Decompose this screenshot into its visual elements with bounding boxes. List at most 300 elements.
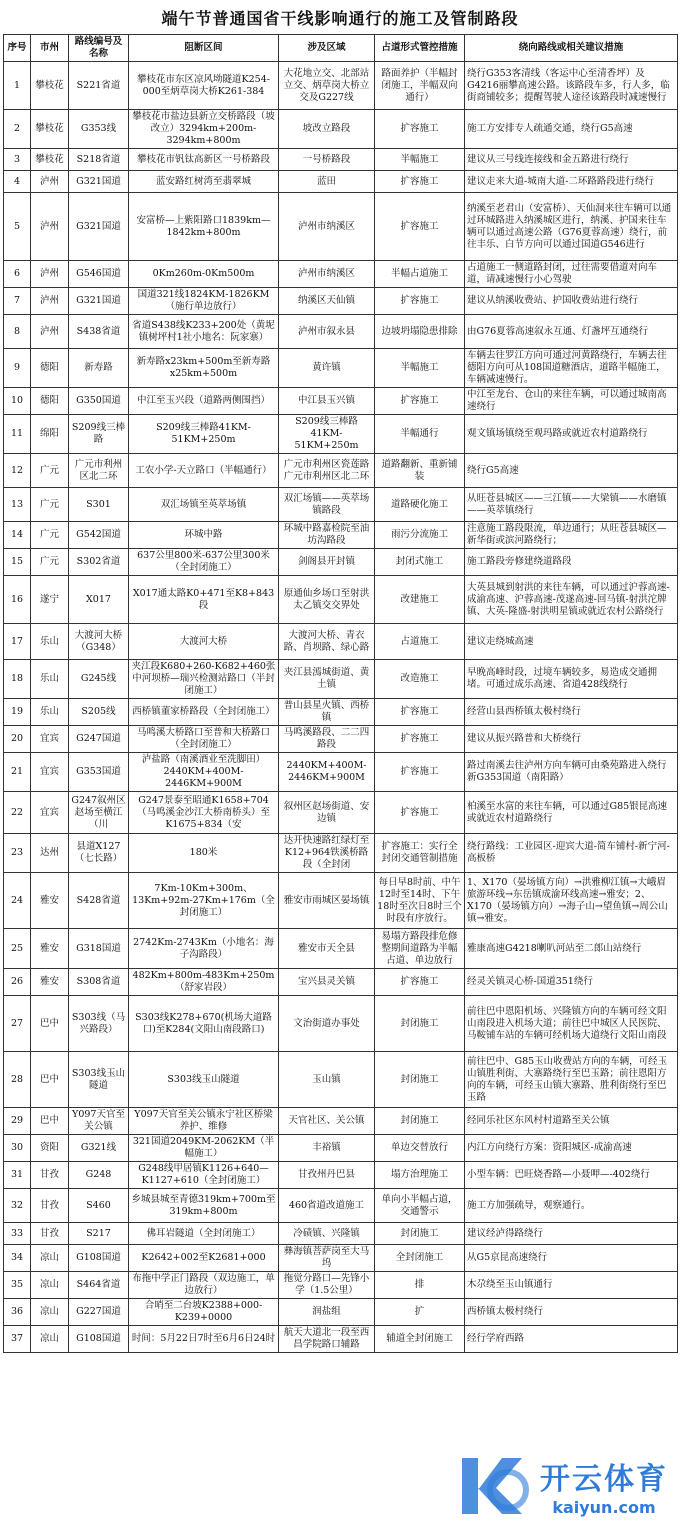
row-route: G321线 [69,1135,129,1162]
row-area: 玉山镇 [279,1052,375,1108]
row-control: 封闭施工 [375,1052,465,1108]
watermark-text [540,1454,668,1517]
row-section: 合哨至二台坡K2388+000-K239+0000 [129,1299,279,1326]
table-row [4,454,678,488]
header-section: 阻断区间 [129,35,279,62]
watermark-name: 开云体育 [540,1461,668,1497]
row-detour: 内江方向绕行方案：资阳城区-成渝高速 [465,1135,678,1162]
row-control: 扩容施工 [375,699,465,726]
row-route: S301 [69,488,129,522]
table-row [4,969,678,996]
row-index: 30 [4,1135,31,1162]
row-detour: 建议从三号线连接线和金五路进行绕行 [465,149,678,171]
row-control: 扩 [375,1299,465,1326]
row-section: 马鸣溪大桥路口至普和大桥路口（全封闭施工） [129,726,279,753]
row-route: 县道X127（七长路） [69,834,129,873]
row-route: X017 [69,576,129,624]
row-city: 宜宾 [31,726,69,753]
row-city: 泸州 [31,315,69,349]
row-section: G247景泰至昭通K1658+704（马鸣溪金沙江大桥南桥头）至K1675+834（安 [129,792,279,834]
row-city: 雅安 [31,929,69,969]
row-route: G353线 [69,110,129,149]
row-index: 16 [4,576,31,624]
table-row [4,488,678,522]
row-section: 工农小学-天立路口（半幅通行） [129,454,279,488]
row-route: G227国道 [69,1299,129,1326]
row-detour: 由G76夏蓉高速叙永互通、灯盏坪互通绕行 [465,315,678,349]
table-row [4,726,678,753]
row-index: 25 [4,929,31,969]
row-section: 攀枝花市盐边县新立交桥路段（坡改立）3294km+200m-3294km+800m [129,110,279,149]
row-index: 29 [4,1108,31,1135]
row-detour: 前往巴中恩阳机场、兴隆镇方向的车辆可经文阳山南段进入机场大道；前往巴中城区人民医院、马鞍铺车站的车辆可经机场大道绕行文阳山南段 [465,996,678,1052]
row-route: S303线玉山隧道 [69,1052,129,1108]
row-area: 宝兴县灵关镇 [279,969,375,996]
row-control: 易塌方路段排危修整期间道路为半幅占道、单边放行 [375,929,465,969]
row-control: 扩容施工 [375,388,465,415]
row-control: 封闭施工 [375,1108,465,1135]
row-area: 环城中路嘉检院至油坊沟路段 [279,522,375,549]
row-area: 文治街道办事处 [279,996,375,1052]
table-row [4,349,678,388]
table-body [4,62,678,1353]
row-area: 大渡河大桥、青衣路、肖坝路、绿心路 [279,624,375,660]
row-area: 拖觉分路口—先锋小学（1.5公里） [279,1272,375,1299]
row-control: 排 [375,1272,465,1299]
row-city: 德阳 [31,388,69,415]
row-section: K2642+002至K2681+000 [129,1245,279,1272]
row-control: 道路翻新、重新铺装 [375,454,465,488]
row-detour: 早晚高峰时段，过境车辆较多，易造成交通拥堵。可通过成乐高速、省道428线绕行 [465,660,678,699]
row-route: S303线（马兴路段） [69,996,129,1052]
row-area: 纳溪区天仙镇 [279,288,375,315]
row-city: 巴中 [31,1108,69,1135]
row-section: 安富桥—上紫阳路口1839km—1842km+800m [129,193,279,261]
row-index: 6 [4,261,31,288]
row-section: 大渡河大桥 [129,624,279,660]
row-city: 宜宾 [31,753,69,792]
row-section: G248线甲居镇K1126+640—K1127+610（全封闭施工） [129,1162,279,1189]
table-row [4,549,678,576]
row-index: 20 [4,726,31,753]
table-row [4,288,678,315]
row-route: S217 [69,1223,129,1245]
row-area: 叙州区赵场街道、安边镇 [279,792,375,834]
row-section: 0Km260m-0Km500m [129,261,279,288]
row-index: 7 [4,288,31,315]
row-index: 3 [4,149,31,171]
row-control: 半幅施工 [375,349,465,388]
row-route: S308省道 [69,969,129,996]
row-index: 22 [4,792,31,834]
row-control: 封闭式施工 [375,549,465,576]
table-row [4,1135,678,1162]
row-area: 广元市利州区瓷莲路广元市利州区北二环 [279,454,375,488]
row-route: S464省道 [69,1272,129,1299]
row-area: 460省道改道施工 [279,1189,375,1223]
row-city: 巴中 [31,1052,69,1108]
table-row [4,1162,678,1189]
row-detour: 经营山县西桥镇太极村绕行 [465,699,678,726]
row-city: 攀枝花 [31,110,69,149]
row-area: 马鸣溪路段、二二四路段 [279,726,375,753]
row-detour: 建议走来大道-城南大道-二环路路段进行绕行 [465,171,678,193]
row-section: 省道S438线K233+200处（黄坭镇树坪村1社小地名：阮家寨） [129,315,279,349]
row-area: 黄许镇 [279,349,375,388]
row-route: S205线 [69,699,129,726]
row-route: 广元市利州区北二环 [69,454,129,488]
row-index: 13 [4,488,31,522]
row-city: 凉山 [31,1245,69,1272]
row-index: 34 [4,1245,31,1272]
row-city: 巴中 [31,996,69,1052]
row-route: S428省道 [69,873,129,929]
row-control: 半幅通行 [375,415,465,454]
row-city: 凉山 [31,1272,69,1299]
header-route: 路线编号及名称 [69,35,129,62]
row-route: 新寿路 [69,349,129,388]
table-row [4,388,678,415]
row-control: 扩容施工：实行全封闭交通管制措施 [375,834,465,873]
row-area: 剑阁县开封镇 [279,549,375,576]
row-city: 乐山 [31,624,69,660]
row-area: 蓝田 [279,171,375,193]
row-index: 5 [4,193,31,261]
row-city: 广元 [31,488,69,522]
row-index: 19 [4,699,31,726]
table-row [4,753,678,792]
row-index: 14 [4,522,31,549]
row-city: 遂宁 [31,576,69,624]
header-index: 序号 [4,35,31,62]
row-index: 21 [4,753,31,792]
row-control: 改建施工 [375,576,465,624]
row-section: 637公里800米-637公里300米（全封闭施工） [129,549,279,576]
row-detour: 建议从纳溪收费站、护国收费站进行绕行 [465,288,678,315]
row-detour: 绕行G5高速 [465,454,678,488]
row-index: 4 [4,171,31,193]
row-area: 一号桥路段 [279,149,375,171]
page-title: 端午节普通国省干线影响通行的施工及管制路段 [161,8,519,28]
table-row [4,1108,678,1135]
row-index: 36 [4,1299,31,1326]
row-area: 达开快速路红绿灯至K12+964铁溪桥路段（全封闭 [279,834,375,873]
row-control: 扩容施工 [375,726,465,753]
row-area: 中江县玉兴镇 [279,388,375,415]
row-section: 布拖中学正门路段（双边施工，单边放行） [129,1272,279,1299]
row-city: 广元 [31,549,69,576]
row-control: 雨污分流施工 [375,522,465,549]
row-route: G321国道 [69,171,129,193]
row-index: 28 [4,1052,31,1108]
row-index: 26 [4,969,31,996]
table-row [4,193,678,261]
row-index: 24 [4,873,31,929]
row-city: 甘孜 [31,1223,69,1245]
row-city: 资阳 [31,1135,69,1162]
row-area: 彝海镇菩萨岗至大马坞 [279,1245,375,1272]
row-section: 西桥镇董家桥路段（全封闭施工） [129,699,279,726]
row-detour: 车辆去往罗江方向可通过河黄路绕行，车辆去往德阳方向可从108国道糖酒店，道路半幅施工，车辆减速慢行。 [465,349,678,388]
row-section: 180米 [129,834,279,873]
row-city: 乐山 [31,699,69,726]
row-detour: 建议从振兴路普和大桥绕行 [465,726,678,753]
row-detour: 大英县城到射洪的来往车辆，可以通过沪蓉高速-成渝高速、沪蓉高速-茂遂高速-回马镇-射洪沱牌镇、大英-隆盛-射洪明星镇或就近农村公路绕行 [465,576,678,624]
header-control: 占道形式管控措施 [375,35,465,62]
row-city: 绵阳 [31,415,69,454]
row-section: 蓝安路红树湾至翡翠城 [129,171,279,193]
row-city: 达州 [31,834,69,873]
row-control: 每日早8时前、中午12时至14时、下午18时至次日8时三个时段有序放行。 [375,873,465,929]
row-route: G108国道 [69,1245,129,1272]
row-control: 边坡坍塌隐患排除 [375,315,465,349]
row-city: 泸州 [31,193,69,261]
row-route: S221省道 [69,62,129,110]
row-detour: 观文镇场镇绕至观玛路或就近农村道路绕行 [465,415,678,454]
row-control: 道路硬化施工 [375,488,465,522]
row-detour: 建议经泸得路绕行 [465,1223,678,1245]
table-row [4,415,678,454]
row-detour: 中江至龙台、仓山的来往车辆，可以通过城南高速绕行 [465,388,678,415]
table-row [4,261,678,288]
row-route: G353国道 [69,753,129,792]
row-detour: 建议走绕城高速 [465,624,678,660]
row-control: 扩容施工 [375,171,465,193]
row-index: 33 [4,1223,31,1245]
row-detour: 1、X170（晏场镇方向）→洪雅柳江镇→大峨眉旅游环线→东岳镇成渝环线高速→雅安；2、X170（晏场镇方向）→海子山→望鱼镇→周公山镇→雅安。 [465,873,678,929]
row-section: 攀枝花市东区凉风坳隧道K254-000至炳草岗大桥K261-384 [129,62,279,110]
row-route: G350国道 [69,388,129,415]
row-route: S438省道 [69,315,129,349]
row-control: 路面养护（半幅封闭施工，半幅双向通行） [375,62,465,110]
row-detour: 纳溪至老君山（安富桥）、天仙洞来往车辆可以通过环城路进入纳溪城区进行，纳溪、护国来往车辆可以通过高速公路（G76夏蓉高速）绕行，前往丰乐、白节方向可以通过国道G546进行 [465,193,678,261]
row-area: 雅安市雨城区晏场镇 [279,873,375,929]
table-row [4,171,678,193]
row-area: 泸州市纳溪区 [279,193,375,261]
row-control: 封闭施工 [375,996,465,1052]
row-section: 7Km-10Km+300m、13Km+92m-27Km+176m（全封闭施工） [129,873,279,929]
row-section: 国道321线1824KM-1826KM（施行单边放行） [129,288,279,315]
row-index: 11 [4,415,31,454]
table-header-row [4,35,678,62]
row-index: 31 [4,1162,31,1189]
row-city: 雅安 [31,969,69,996]
row-detour: 路过南溪去往泸州方向车辆可由桑苑路进入绕行新G353国道（南阳路） [465,753,678,792]
row-city: 甘孜 [31,1189,69,1223]
row-index: 2 [4,110,31,149]
table-row [4,1299,678,1326]
row-control: 扩容施工 [375,110,465,149]
row-control: 辅道全封闭施工 [375,1326,465,1353]
row-detour: 从旺苍县城区——三江镇——大梁镇——水磨镇——英萃镇绕行 [465,488,678,522]
row-detour: 经同乐社区东风村村道路至关公镇 [465,1108,678,1135]
row-area: 原通仙乡场口至射洪太乙镇交交界处 [279,576,375,624]
row-section: 2742Km-2743Km（小地名：海子沟路段） [129,929,279,969]
row-index: 17 [4,624,31,660]
row-detour: 木尕绕至玉山镇通行 [465,1272,678,1299]
row-area: 润盐组 [279,1299,375,1326]
row-control: 单边交替放行 [375,1135,465,1162]
row-area: 航天大道北一段至西昌学院路口辅路 [279,1326,375,1353]
header-city: 市州 [31,35,69,62]
row-area: 丰裕镇 [279,1135,375,1162]
row-detour: 施工方安排专人疏通交通，绕行G5高速 [465,110,678,149]
watermark-url: kaiyun.com [552,1497,656,1517]
row-area: 2440KM+400M-2446KM+900M [279,753,375,792]
row-index: 9 [4,349,31,388]
row-detour: 雅康高速G4218喇叭河站至二郎山站绕行 [465,929,678,969]
row-city: 广元 [31,522,69,549]
row-section: 482Km+800m-483Km+250m（舒家岩段） [129,969,279,996]
row-section: S209线三棒路41KM-51KM+250m [129,415,279,454]
table-row [4,792,678,834]
row-route: G247国道 [69,726,129,753]
row-area: 甘孜州丹巴县 [279,1162,375,1189]
row-index: 23 [4,834,31,873]
row-detour: 占道施工一侧道路封闭，过往需要借道对向车道，请减速慢行小心驾驶 [465,261,678,288]
row-detour: 经灵关镇灵心桥-国道351绕行 [465,969,678,996]
row-control: 扩容施工 [375,792,465,834]
row-section: 双汇场镇至英萃场镇 [129,488,279,522]
row-city: 雅安 [31,873,69,929]
row-section: 时间：5月22日7时至6月6日24时 [129,1326,279,1353]
row-detour: 注意施工路段限流，单边通行；从旺苍县城区—新华街或滨河路绕行； [465,522,678,549]
row-section: 中江至玉兴段（道路两侧围挡） [129,388,279,415]
row-city: 乐山 [31,660,69,699]
table-row [4,624,678,660]
row-index: 15 [4,549,31,576]
row-section: S303线玉山隧道 [129,1052,279,1108]
row-control: 塌方治理施工 [375,1162,465,1189]
row-area: 双汇场镇——英萃场镇路段 [279,488,375,522]
table-row [4,996,678,1052]
row-route: S302省道 [69,549,129,576]
row-section: 321国道2049KM-2062KM（半幅施工） [129,1135,279,1162]
row-city: 凉山 [31,1326,69,1353]
row-city: 甘孜 [31,1162,69,1189]
row-city: 泸州 [31,261,69,288]
row-detour: 经行学府西路 [465,1326,678,1353]
row-control: 半幅施工 [375,149,465,171]
row-route: G318国道 [69,929,129,969]
watermark [452,1450,668,1520]
row-city: 攀枝花 [31,62,69,110]
table-row [4,62,678,110]
row-area: 天官社区、关公镇 [279,1108,375,1135]
row-route: G248 [69,1162,129,1189]
table-row [4,1272,678,1299]
row-control: 单向小半幅占道，交通警示 [375,1189,465,1223]
row-section: 环城中路 [129,522,279,549]
row-index: 8 [4,315,31,349]
row-section: 佛耳岩隧道（全封闭施工） [129,1223,279,1245]
table-row [4,110,678,149]
table-row [4,522,678,549]
row-control: 扩容施工 [375,753,465,792]
row-detour: 前往巴中、G85玉山收费站方向的车辆，可经玉山镇胜利街、大寨路绕行至巴玉路；前往恩阳方向的车辆，可经玉山镇大寨路、胜利街绕行至巴玉路 [465,1052,678,1108]
row-route: G542国道 [69,522,129,549]
row-route: S460 [69,1189,129,1223]
row-route: Y097天官至关公镇 [69,1108,129,1135]
row-detour: 小型车辆：巴旺烧香路—小聂呷—-402绕行 [465,1162,678,1189]
table-row [4,929,678,969]
row-city: 泸州 [31,288,69,315]
row-detour: 柏溪至水富的来往车辆，可以通过G85银昆高速或就近农村道路绕行 [465,792,678,834]
row-control: 封闭施工 [375,1223,465,1245]
row-route: S218省道 [69,149,129,171]
table-row [4,1223,678,1245]
row-index: 27 [4,996,31,1052]
row-area: 普山县星火镇、西桥镇 [279,699,375,726]
row-route: 大渡河大桥（G348） [69,624,129,660]
table-row [4,1326,678,1353]
row-route: G546国道 [69,261,129,288]
row-area: S209线三棒路41KM-51KM+250m [279,415,375,454]
kaiyun-logo-icon [452,1450,532,1520]
row-area: 大花地立交、北部站立交、炳草岗大桥立交及G227线 [279,62,375,110]
construction-table [3,34,678,1353]
table-row [4,699,678,726]
row-section: Y097天官至关公镇永宁社区桥梁养护、维修 [129,1108,279,1135]
row-area: 夹江县漹城街道、黄土镇 [279,660,375,699]
row-route: G321国道 [69,193,129,261]
table-row [4,834,678,873]
row-detour: 从G5京昆高速绕行 [465,1245,678,1272]
table-row [4,315,678,349]
row-route: G321国道 [69,288,129,315]
row-detour: 绕行路线：工业园区-迎宾大道-简车铺村-新宁河-高板桥 [465,834,678,873]
row-control: 改造施工 [375,660,465,699]
row-city: 攀枝花 [31,149,69,171]
row-section: S303线K278+670(机场大道路口)至K284(文阳山南段路口) [129,996,279,1052]
row-route: S209线三棒路 [69,415,129,454]
row-index: 10 [4,388,31,415]
row-city: 宜宾 [31,792,69,834]
row-area: 泸州市叙永县 [279,315,375,349]
row-section: 乡城县城至青德319km+700m至319km+800m [129,1189,279,1223]
row-detour: 绕行G353客清线（客运中心至清香坪）及G4216丽攀高速公路。该路段车多，行人多，临街商铺较多；提醒驾驶人途径该路段时减速慢行 [465,62,678,110]
table-row [4,1245,678,1272]
row-section: 夹江段K680+260-K682+460张中河坝桥—瑞兴检测站路口（半封闭施工） [129,660,279,699]
row-city: 泸州 [31,171,69,193]
table-row [4,149,678,171]
row-index: 18 [4,660,31,699]
row-index: 32 [4,1189,31,1223]
table-row [4,576,678,624]
row-control: 全封闭施工 [375,1245,465,1272]
table-row [4,873,678,929]
row-area: 泸州市纳溪区 [279,261,375,288]
row-city: 凉山 [31,1299,69,1326]
row-control: 占道施工 [375,624,465,660]
table-row [4,1189,678,1223]
header-detour: 绕向路线或相关建议措施 [465,35,678,62]
row-route: G247叙州区赵场至横江（川 [69,792,129,834]
row-detour: 西桥镇太极村绕行 [465,1299,678,1326]
row-index: 1 [4,62,31,110]
row-index: 12 [4,454,31,488]
row-city: 德阳 [31,349,69,388]
table-row [4,660,678,699]
row-control: 半幅占道施工 [375,261,465,288]
row-section: 泸盐路（南溪酒业至洗脚田）2440KM+400M-2446KM+900M [129,753,279,792]
row-control: 扩容施工 [375,193,465,261]
row-control: 扩容施工 [375,288,465,315]
row-detour: 施工方加强疏导，观察通行。 [465,1189,678,1223]
row-index: 35 [4,1272,31,1299]
row-section: X017通太路K0+471至K8+843段 [129,576,279,624]
row-area: 雅安市天全县 [279,929,375,969]
